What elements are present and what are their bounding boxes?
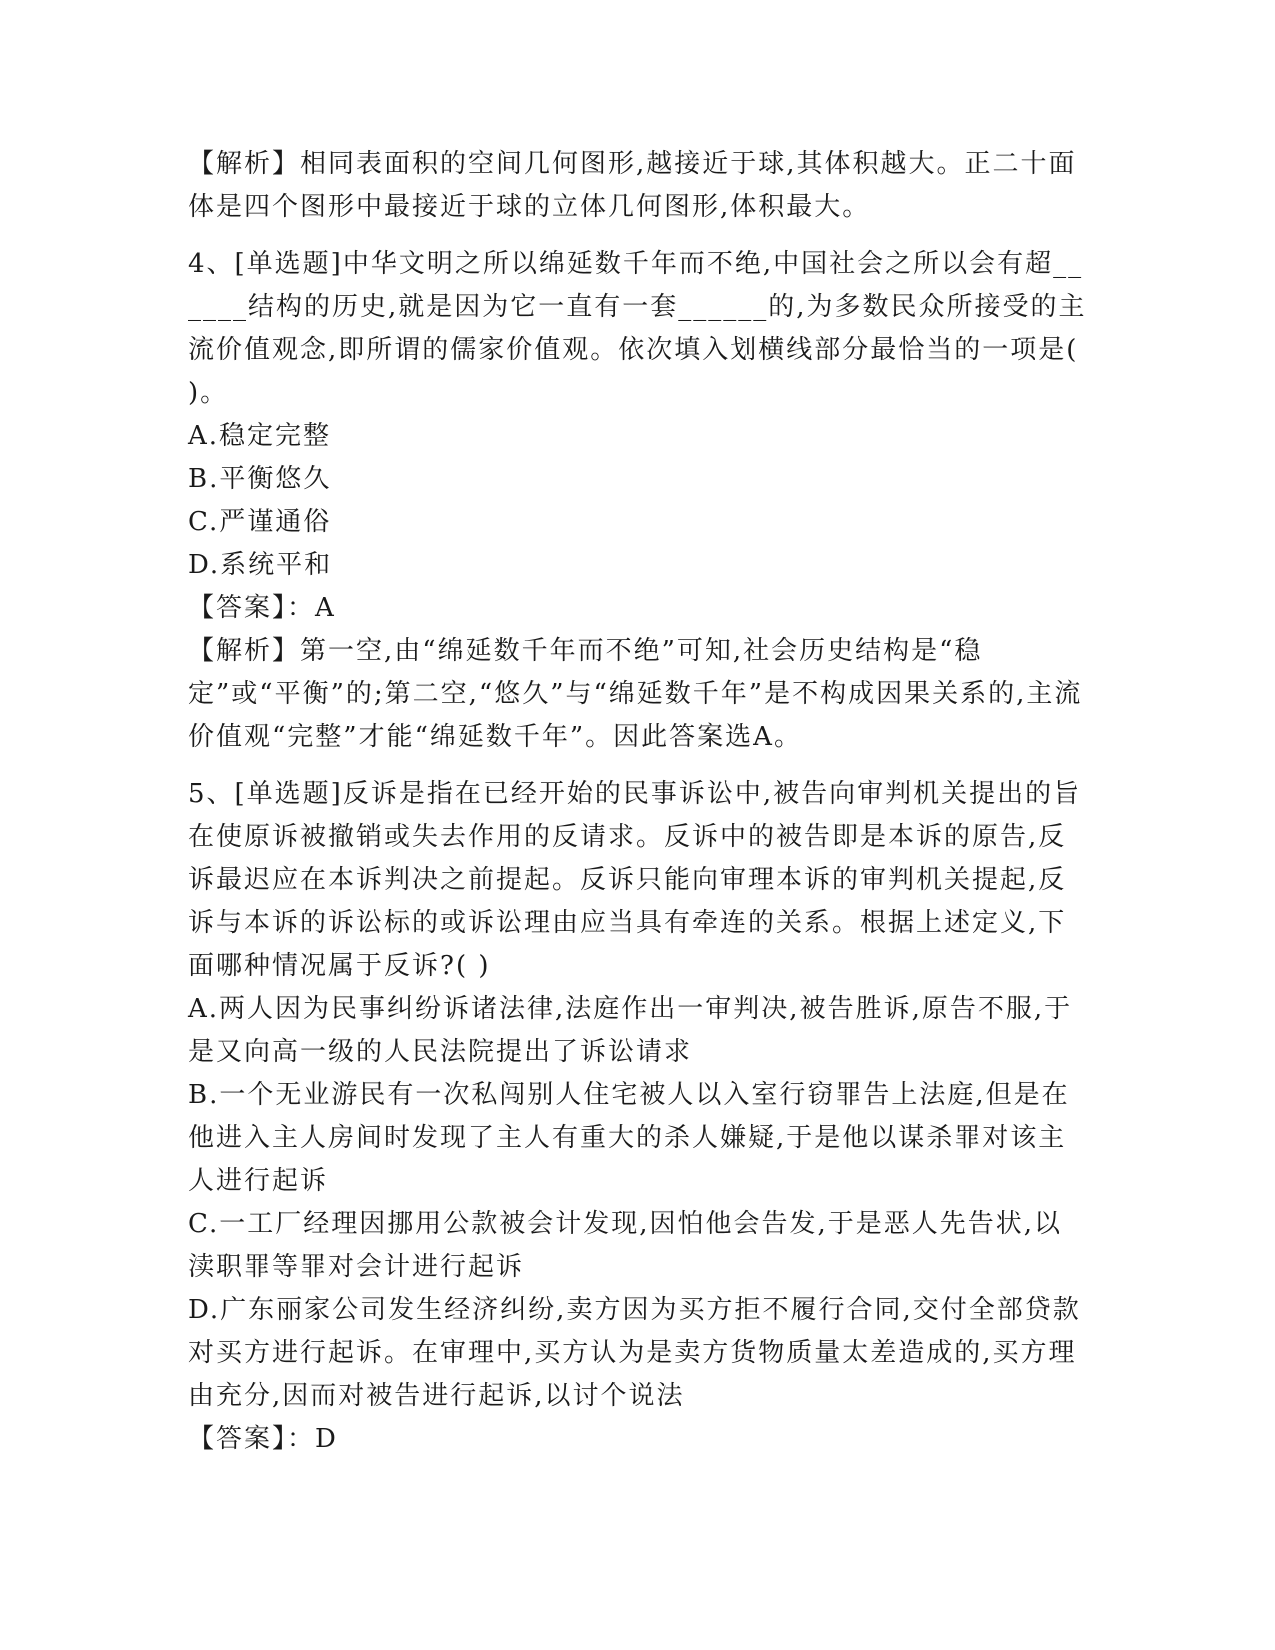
q5-option-b: B.一个无业游民有一次私闯别人住宅被人以入室行窃罪告上法庭,但是在他进入主人房间时发现了主人有重大的杀人嫌疑,于是他以谋杀罪对该主人进行起诉: [188, 1080, 1070, 1196]
q4-stem: 4、[单选题]中华文明之所以绵延数千年而不绝,中国社会之所以会有超______结构的历史,就是因为它一直有一套______的,为多数民众所接受的主流价值观念,即所谓的儒家价值观。依次填入划横线部分最恰当的一项是( )。: [188, 249, 1087, 408]
q5-answer-value: D: [315, 1424, 338, 1454]
q5-stem: 5、[单选题]反诉是指在已经开始的民事诉讼中,被告向审判机关提出的旨在使原诉被撤销或失去作用的反请求。反诉中的被告即是本诉的原告,反诉最迟应在本诉判决之前提起。反诉只能向审理本诉的审判机关提起,反诉与本诉的诉讼标的或诉讼理由应当具有牵连的关系。根据上述定义,下面哪种情况属于反诉?( ): [188, 779, 1082, 981]
q4-option-d: D.系统平和: [188, 550, 333, 580]
q4-answer-label: 【答案】: [188, 593, 288, 623]
q4-analysis-label: 【解析】: [188, 636, 301, 666]
spacer: [188, 229, 1088, 243]
q5-answer-label: 【答案】: [188, 1424, 288, 1454]
q5-option-c: C.一工厂经理因挪用公款被会计发现,因怕他会告发,于是恶人先告状,以渎职罪等罪对会计进行起诉: [188, 1209, 1063, 1282]
q5-answer: [188, 1418, 1088, 1461]
q3-analysis-text: 相同表面积的空间几何图形,越接近于球,其体积越大。正二十面体是四个图形中最接近于球的立体几何图形,体积最大。: [188, 149, 1077, 222]
q4-option-a: A.稳定完整: [188, 421, 332, 451]
q4-answer-sep: ：: [287, 593, 316, 623]
q3-analysis: [188, 143, 1088, 229]
q5-option-d: D.广东丽家公司发生经济纠纷,卖方因为买方拒不履行合同,交付全部贷款对买方进行起诉。在审理中,买方认为是卖方货物质量太差造成的,买方理由充分,因而对被告进行起诉,以讨个说法: [188, 1295, 1081, 1411]
q5-answer-sep: ：: [287, 1424, 316, 1454]
q4-answer-value: A: [315, 593, 336, 623]
spacer: [188, 759, 1088, 773]
q3-analysis-label: 【解析】: [188, 149, 301, 179]
q4-analysis: [188, 630, 1088, 759]
q4-option-b: B.平衡悠久: [188, 464, 332, 494]
document-body: [188, 143, 1088, 1461]
q4-analysis-text: 第一空,由“绵延数千年而不绝”可知,社会历史结构是“稳定”或“平衡”的;第二空,“悠久”与“绵延数千年”是不构成因果关系的,主流价值观“完整”才能“绵延数千年”。因此答案选A。: [188, 636, 1083, 752]
q5-option-a: A.两人因为民事纠纷诉诸法律,法庭作出一审判决,被告胜诉,原告不服,于是又向高一级的人民法院提出了诉讼请求: [188, 994, 1073, 1067]
q4-answer: [188, 587, 1088, 630]
q4-option-c: C.严谨通俗: [188, 507, 332, 537]
